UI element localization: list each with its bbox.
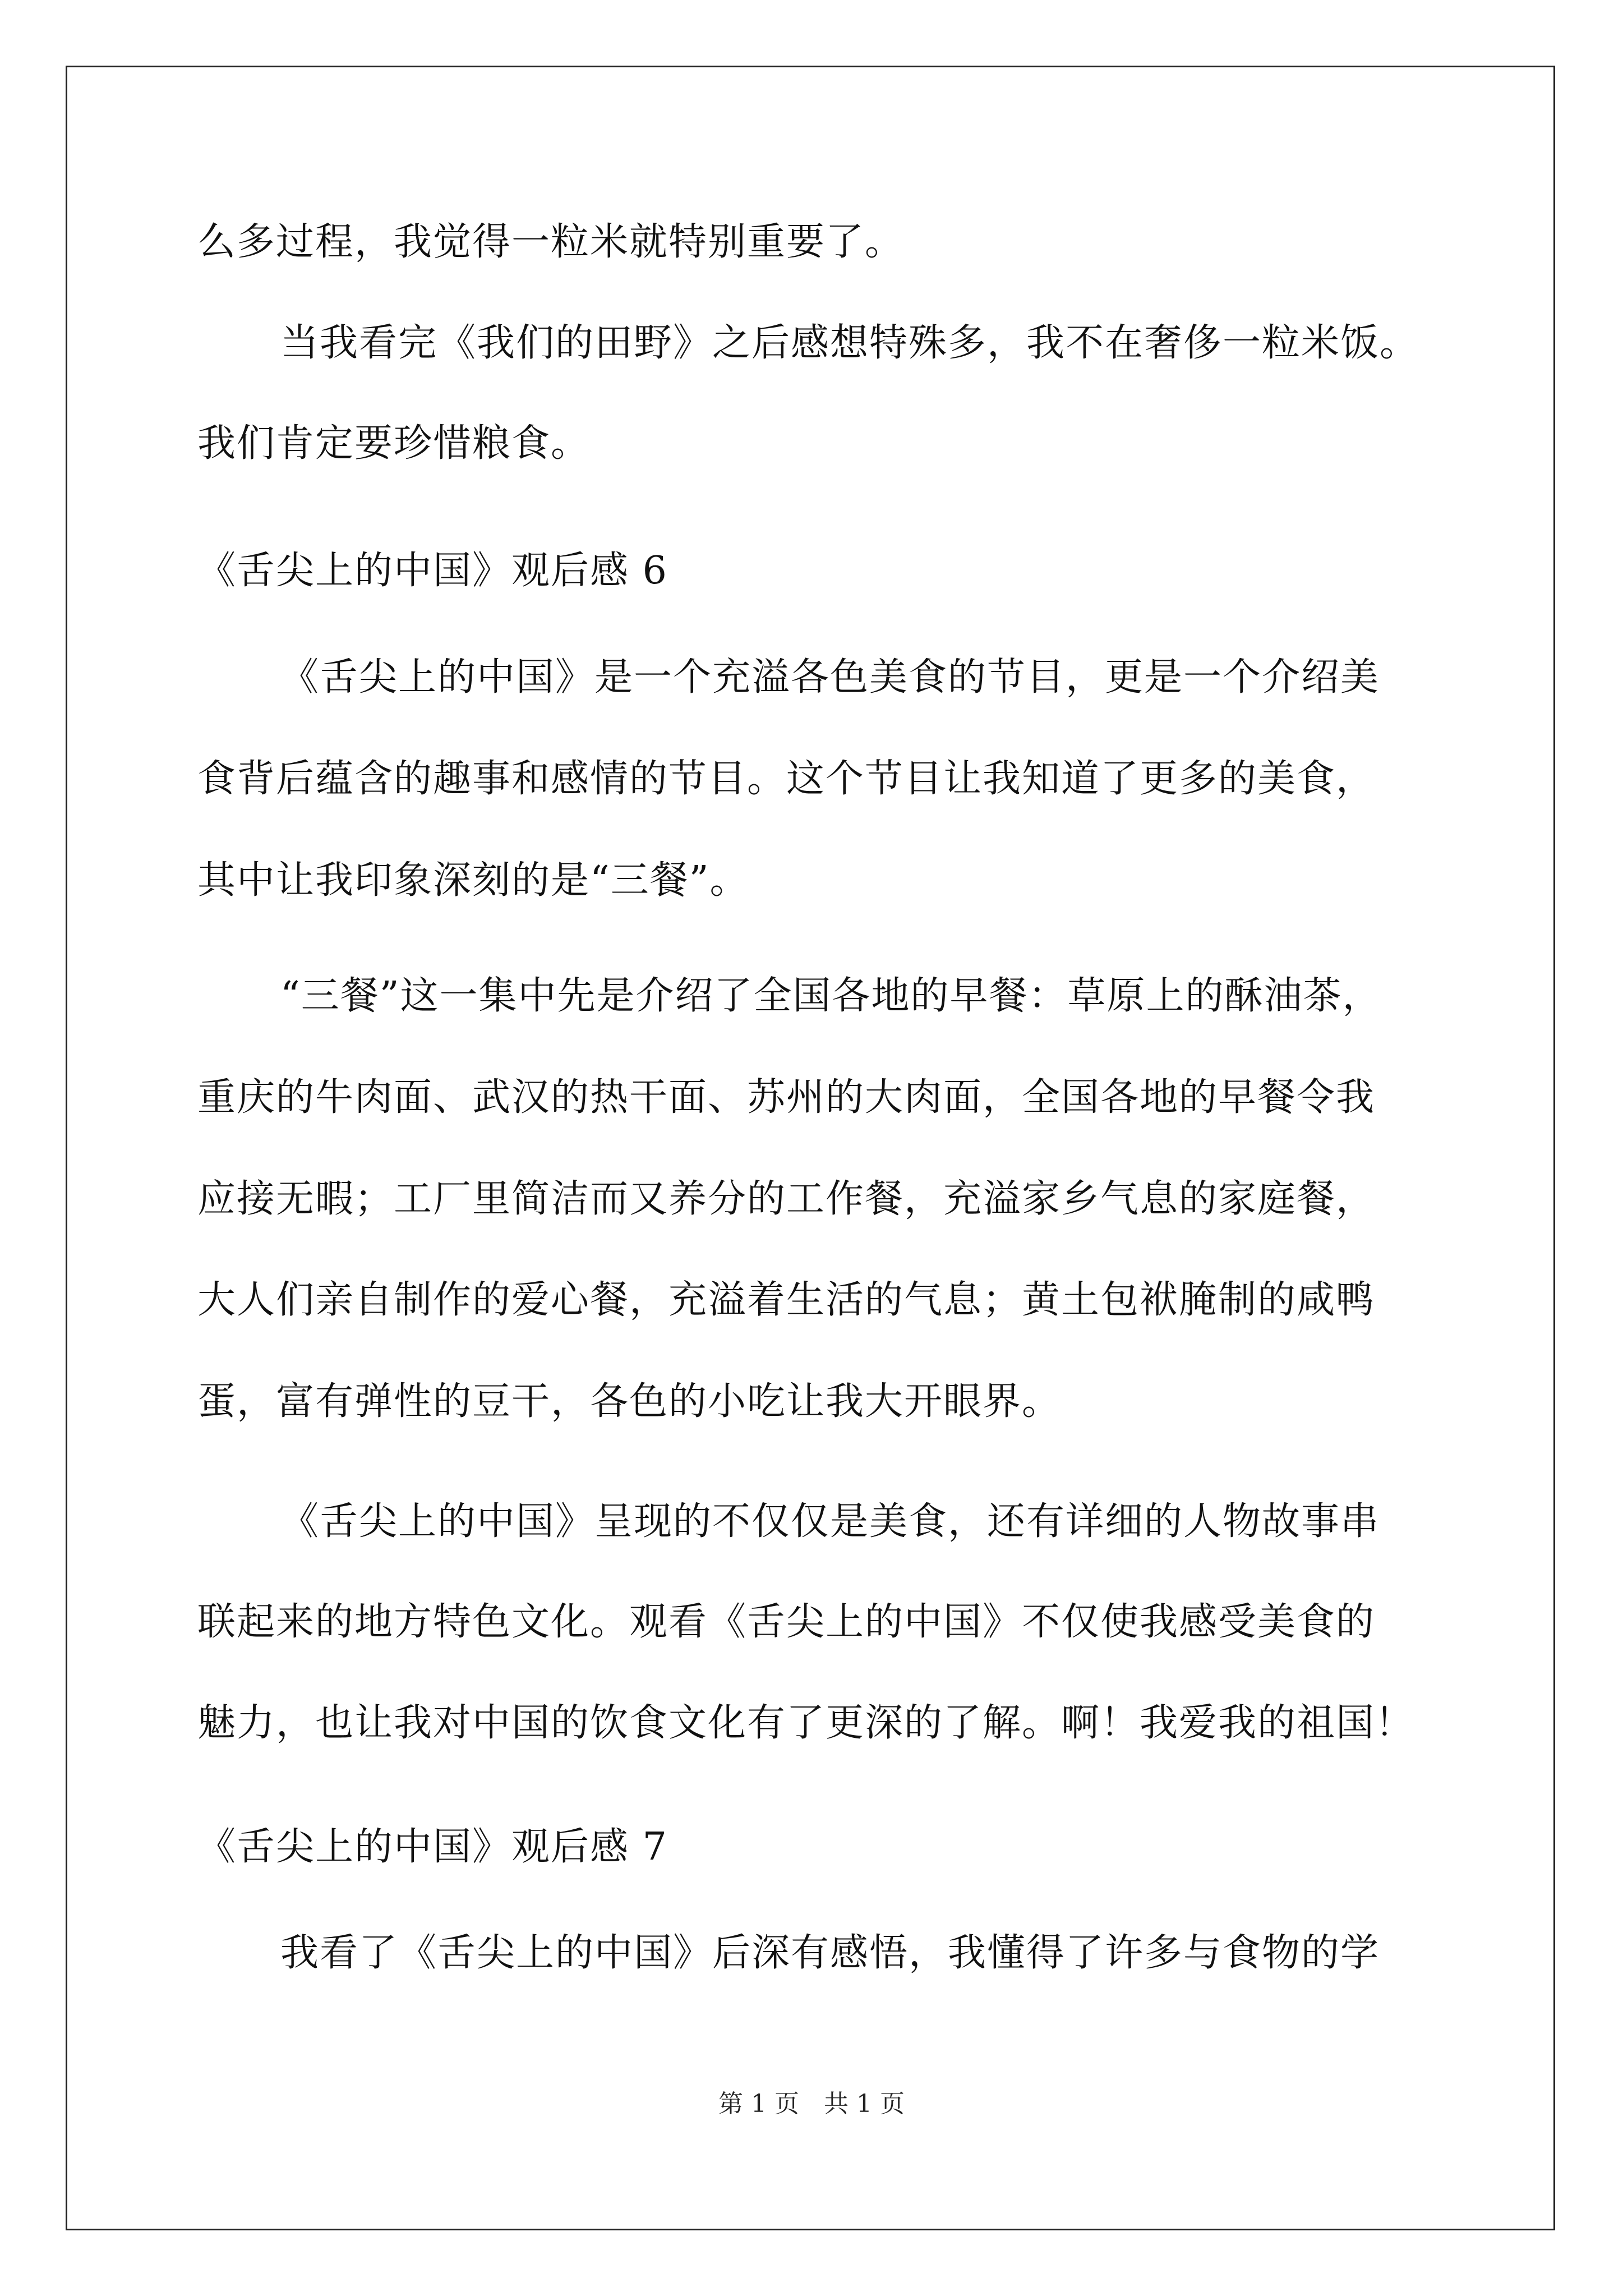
page-border <box>66 66 1555 2230</box>
text-line: 《舌尖上的中国》是一个充溢各色美食的节目，更是一个介绍美 <box>280 655 1380 700</box>
section-heading: 《舌尖上的中国》观后感 7 <box>197 1825 668 1869</box>
text-line: 我看了《舌尖上的中国》后深有感悟，我懂得了许多与食物的学 <box>280 1931 1380 1975</box>
text-line: 大人们亲自制作的爱心餐，充溢着生活的气息；黄土包袱腌制的咸鸭 <box>197 1278 1376 1322</box>
page-footer: 第 1 页 共 1 页 <box>718 2090 905 2118</box>
text-line: 蛋，富有弹性的豆干，各色的小吃让我大开眼界。 <box>197 1379 1062 1424</box>
text-line: 重庆的牛肉面、武汉的热干面、苏州的大肉面，全国各地的早餐令我 <box>197 1075 1376 1120</box>
text-line: 联起来的地方特色文化。观看《舌尖上的中国》不仅使我感受美食的 <box>197 1600 1376 1644</box>
text-line: 我们肯定要珍惜粮食。 <box>197 421 591 466</box>
text-line: 食背后蕴含的趣事和感情的节目。这个节目让我知道了更多的美食， <box>197 757 1376 801</box>
text-line: “三餐”这一集中先是介绍了全国各地的早餐：草原上的酥油茶， <box>280 974 1382 1018</box>
text-line: 《舌尖上的中国》呈现的不仅仅是美食，还有详细的人物故事串 <box>280 1499 1380 1544</box>
text-line: 当我看完《我们的田野》之后感想特殊多，我不在奢侈一粒米饭。 <box>280 321 1419 365</box>
text-line: 其中让我印象深刻的是“三餐”。 <box>197 858 749 903</box>
text-line: 应接无暇；工厂里简洁而又养分的工作餐，充溢家乡气息的家庭餐， <box>197 1177 1376 1221</box>
section-heading: 《舌尖上的中国》观后感 6 <box>197 549 668 593</box>
text-line: 魅力，也让我对中国的饮食文化有了更深的了解。啊！我爱我的祖国！ <box>197 1701 1415 1745</box>
text-line: 么多过程，我觉得一粒米就特别重要了。 <box>197 220 905 264</box>
